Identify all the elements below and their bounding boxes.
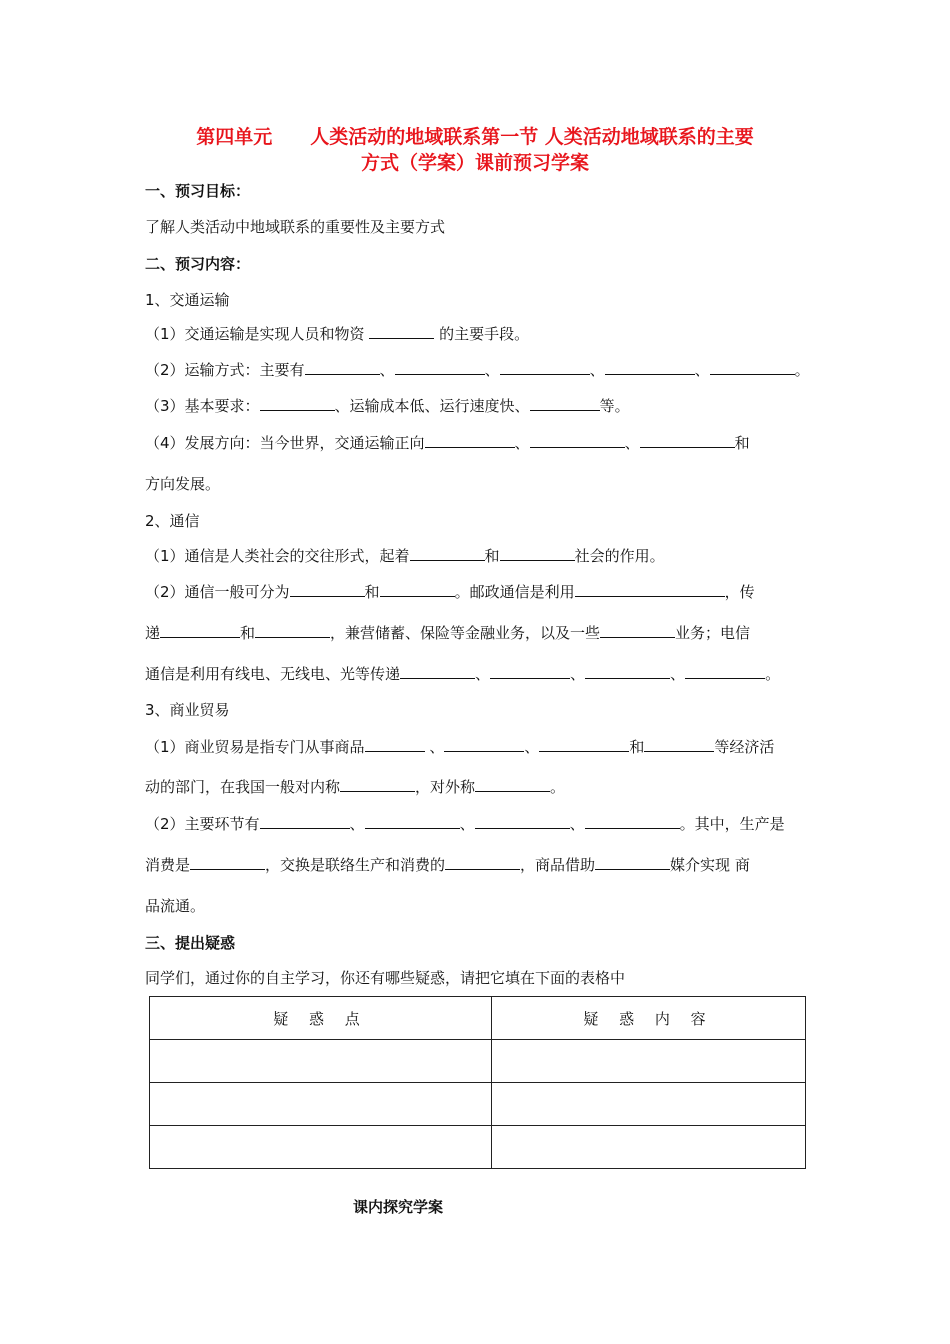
fill-blank[interactable] bbox=[685, 663, 765, 679]
fill-blank[interactable] bbox=[710, 359, 795, 375]
fill-blank[interactable] bbox=[490, 663, 570, 679]
communication-q2-cont: 递 和 ，兼营储蓄、保险等金融业务，以及一些 业务；电信 bbox=[145, 624, 751, 642]
fill-blank[interactable] bbox=[290, 581, 365, 597]
document-title-line1: 第四单元 人类活动的地域联系第一节 人类活动地域联系的主要 bbox=[196, 126, 754, 148]
communication-q1: （1）通信是人类社会的交往形式，起着 和 社会的作用。 bbox=[145, 547, 665, 565]
table-cell[interactable] bbox=[492, 1083, 806, 1126]
fill-blank[interactable] bbox=[585, 663, 670, 679]
questions-table bbox=[149, 996, 806, 1169]
fill-blank[interactable] bbox=[475, 776, 550, 792]
table-header-doubt-content: 疑 惑 内 容 bbox=[492, 997, 806, 1040]
fill-blank[interactable] bbox=[530, 432, 625, 448]
fill-blank[interactable] bbox=[475, 813, 570, 829]
transport-q4-cont: 方向发展。 bbox=[145, 475, 221, 493]
fill-blank[interactable] bbox=[190, 854, 265, 870]
section1-heading: 一、预习目标： bbox=[145, 182, 251, 200]
transport-q4: （4）发展方向：当今世界，交通运输正向 、 、 和 bbox=[145, 434, 750, 452]
fill-blank[interactable] bbox=[400, 663, 475, 679]
section3-heading: 三、提出疑惑 bbox=[145, 934, 236, 952]
fill-blank[interactable] bbox=[410, 545, 485, 561]
trade-q2-cont2: 品流通。 bbox=[145, 897, 206, 915]
transport-title: 1、交通运输 bbox=[145, 291, 230, 309]
communication-q2: （2）通信一般可分为 和 。邮政通信是利用 ，传 bbox=[145, 583, 755, 601]
trade-q2: （2）主要环节有 、 、 、 。其中，生产是 bbox=[145, 815, 785, 833]
fill-blank[interactable] bbox=[365, 813, 460, 829]
fill-blank[interactable] bbox=[575, 581, 640, 597]
table-row bbox=[150, 1126, 806, 1169]
transport-q2: （2）运输方式：主要有 、 、 、 、 。 bbox=[145, 361, 810, 379]
table-cell[interactable] bbox=[492, 1040, 806, 1083]
transport-q3: （3）基本要求： 、运输成本低、运行速度快、 等。 bbox=[145, 397, 630, 415]
fill-blank[interactable] bbox=[444, 736, 524, 752]
trade-q1-cont: 动的部门，在我国一般对内称 ，对外称 。 bbox=[145, 778, 566, 796]
trade-q2-cont: 消费是 ，交换是联络生产和消费的 ，商品借助 媒介实现 商 bbox=[145, 856, 750, 874]
section3-text: 同学们，通过你的自主学习，你还有哪些疑惑，请把它填在下面的表格中 bbox=[145, 969, 626, 987]
fill-blank[interactable] bbox=[425, 432, 515, 448]
fill-blank[interactable] bbox=[500, 545, 575, 561]
fill-blank[interactable] bbox=[585, 813, 680, 829]
fill-blank[interactable] bbox=[500, 359, 590, 375]
table-header-doubt-point: 疑 惑 点 bbox=[150, 997, 492, 1040]
transport-q1: （1）交通运输是实现人员和物资 的主要手段。 bbox=[145, 325, 530, 343]
table-cell[interactable] bbox=[150, 1040, 492, 1083]
fill-blank[interactable] bbox=[365, 736, 425, 752]
fill-blank[interactable] bbox=[260, 395, 335, 411]
section1-text: 了解人类活动中地域联系的重要性及主要方式 bbox=[145, 218, 446, 236]
fill-blank[interactable] bbox=[445, 854, 520, 870]
document-title-line2: 方式（学案）课前预习学案 bbox=[360, 152, 589, 174]
fill-blank[interactable] bbox=[640, 432, 735, 448]
table-cell[interactable] bbox=[492, 1126, 806, 1169]
table-cell[interactable] bbox=[150, 1083, 492, 1126]
fill-blank[interactable] bbox=[605, 359, 695, 375]
table-row bbox=[150, 1083, 806, 1126]
fill-blank[interactable] bbox=[340, 776, 415, 792]
fill-blank[interactable] bbox=[539, 736, 629, 752]
fill-blank[interactable] bbox=[530, 395, 600, 411]
fill-blank[interactable] bbox=[260, 813, 350, 829]
communication-q2-cont2: 通信是利用有线电、无线电、光等传递 、 、 、 。 bbox=[145, 665, 781, 683]
fill-blank[interactable] bbox=[395, 359, 485, 375]
fill-blank[interactable] bbox=[380, 581, 455, 597]
table-header-row bbox=[150, 997, 806, 1040]
fill-blank[interactable] bbox=[369, 323, 434, 339]
trade-q1: （1）商业贸易是指专门从事商品 、 、 和 等经济活 bbox=[145, 738, 775, 756]
table-cell[interactable] bbox=[150, 1126, 492, 1169]
fill-blank[interactable] bbox=[600, 622, 675, 638]
trade-title: 3、商业贸易 bbox=[145, 701, 230, 719]
table-row bbox=[150, 1040, 806, 1083]
footer-heading: 课内探究学案 bbox=[353, 1198, 444, 1216]
communication-title: 2、通信 bbox=[145, 512, 200, 530]
fill-blank[interactable] bbox=[255, 622, 330, 638]
fill-blank[interactable] bbox=[644, 736, 714, 752]
fill-blank[interactable] bbox=[595, 854, 670, 870]
section2-heading: 二、预习内容： bbox=[145, 255, 251, 273]
fill-blank[interactable] bbox=[305, 359, 380, 375]
fill-blank[interactable] bbox=[640, 581, 725, 597]
fill-blank[interactable] bbox=[160, 622, 240, 638]
